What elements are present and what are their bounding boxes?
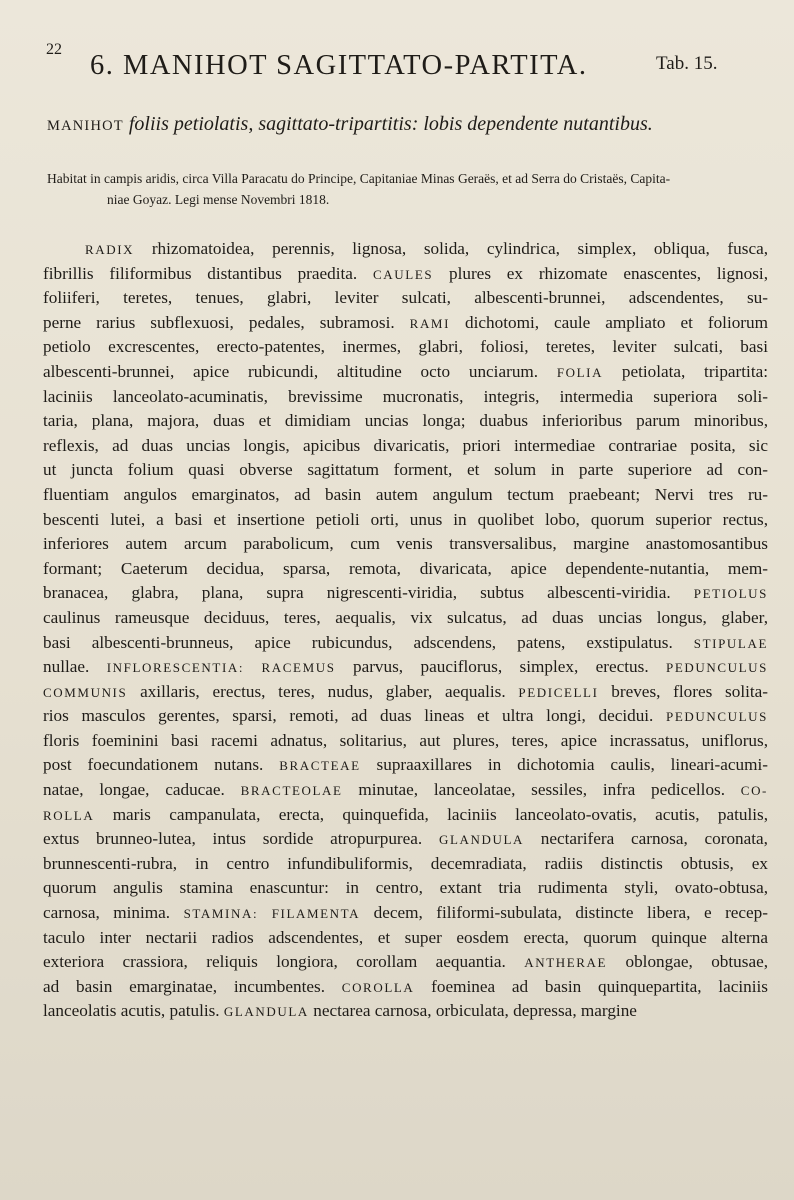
body-text-run: dichotomi, caule ampliato et foliorum — [450, 312, 768, 332]
body-line — [43, 335, 768, 360]
body-text-run: formant; Caeterum decidua, sparsa, remota, divaricata, apice dependente-nutantia, mem- — [43, 558, 768, 578]
body-line — [43, 409, 768, 434]
body-text-run: caulinus rameusque deciduus, teres, aequalis, vix sulcatus, ad duas uncias longus, glaber, — [43, 607, 768, 627]
habitat-line: niae Goyaz. Legi mense Novembri 1818. — [107, 192, 330, 207]
body-text-run: albescenti-brunnei, apice rubicundi, altitudine octo unciarum. — [43, 361, 557, 381]
body-line — [43, 557, 768, 582]
body-line — [43, 876, 768, 901]
body-line — [43, 483, 768, 508]
term-small-caps: RADIX — [85, 242, 135, 257]
body-text-run: petiolata, tripartita: — [603, 361, 769, 381]
term-small-caps: BRACTEAE — [279, 758, 361, 774]
body-text-run: lanceolatis acutis, patulis. — [43, 1001, 224, 1021]
term-small-caps: PEDUNCULUS — [666, 660, 769, 676]
body-text-run: exteriora crassiora, reliquis longiora, corollam aequantia. — [43, 952, 525, 972]
term-small-caps: FOLIA — [556, 364, 604, 380]
body-text-run: brunnescenti-rubra, in centro infundibuliformis, decemradiata, radiis distinctis obtusis, ex — [43, 853, 768, 873]
term-small-caps: GLANDULA — [438, 832, 524, 848]
body-text-run: ut juncta folium quasi obverse sagittatum forment, et solum in parte superiore ad con- — [43, 460, 768, 480]
body-text-run: nullae. — [43, 657, 107, 677]
body-line — [43, 729, 768, 754]
body-line — [43, 753, 768, 778]
body-line — [43, 926, 768, 951]
diagnosis-genus: MANIHOT — [47, 118, 124, 134]
body-text-run: basi albescenti-brunneus, apice rubicundus, adscendens, patens, exstipulatus. — [43, 632, 694, 652]
body-text-run: extus brunneo-lutea, intus sordide atropurpurea. — [43, 829, 439, 849]
body-text-run — [258, 903, 272, 922]
body-text-run: foeminea ad basin quinquepartita, laciniis — [414, 976, 768, 996]
body-line — [43, 385, 768, 410]
body-text-run: reflexis, ad duas uncias longis, apicibus divaricatis, priori intermediae contrariae posita, sic — [43, 435, 768, 455]
term-small-caps: CAULES — [373, 266, 434, 282]
body-line — [43, 311, 768, 336]
term-small-caps: GLANDULA — [223, 1004, 309, 1020]
body-line — [43, 901, 768, 926]
body-line — [43, 262, 768, 287]
body-text-run: axillaris, erectus, teres, nudus, glaber, aequalis. — [127, 681, 519, 701]
species-diagnosis — [47, 113, 653, 136]
body-line — [43, 237, 768, 262]
body-text-run: rhizomatoidea, perennis, lignosa, solida, cylindrica, simplex, obliqua, fusca, — [134, 239, 768, 258]
term-small-caps: CO- — [740, 783, 768, 799]
body-line — [43, 778, 768, 803]
term-small-caps: FILAMENTA — [271, 906, 361, 922]
body-text-run: breves, flores solita- — [598, 681, 769, 701]
term-small-caps: COMMUNIS — [43, 684, 128, 700]
term-small-caps: PEDICELLI — [518, 684, 599, 700]
term-small-caps: RACEMUS — [261, 660, 336, 676]
body-line — [43, 827, 768, 852]
term-small-caps: PEDUNCULUS — [666, 709, 768, 725]
body-text-run: taria, plana, majora, duas et dimidiam uncias longa; duabus inferioribus parum minoribus, — [43, 411, 768, 431]
body-line — [43, 532, 768, 557]
body-line — [43, 999, 768, 1024]
body-text-run: taculo inter nectarii radios adscendentes, et super eosdem erecta, quorum quinque alterna — [43, 927, 768, 947]
description-body — [43, 237, 768, 1024]
species-title: 6. MANIHOT SAGITTATO-PARTITA. — [90, 50, 588, 81]
body-text-run: laciniis lanceolato-acuminatis, brevissime mucronatis, integris, intermedia superiora soli- — [43, 386, 768, 406]
body-text-run: floris foeminini basi racemi adnatus, solitarius, aut plures, teres, apice incrassatus, uniflorus, — [43, 730, 768, 750]
title-row — [0, 46, 794, 86]
body-line — [43, 606, 768, 631]
body-text-run: quorum angulis stamina enascuntur: in centro, extant tria rudimenta styli, ovato-obtusa, — [43, 878, 768, 898]
body-line — [43, 680, 768, 705]
body-text-run: fibrillis filiformibus distantibus praedita. — [43, 263, 374, 283]
term-small-caps: COROLLA — [341, 979, 415, 995]
body-text-run: decem, filiformi-subulata, distincte libera, e recep- — [360, 903, 769, 923]
body-text-run: foliiferi, teretes, tenues, glabri, leviter sulcati, albescenti-brunnei, adscendentes, su- — [43, 288, 768, 308]
body-text-run: carnosa, minima. — [43, 903, 184, 923]
body-line — [43, 975, 768, 1000]
body-line — [43, 360, 768, 385]
body-text-run — [244, 657, 261, 676]
body-text-run: bescenti lutei, a basi et insertione petioli orti, unus in quolibet lobo, quorum superior rectus, — [43, 509, 768, 529]
term-small-caps: INFLORESCENTIA: — [106, 660, 245, 676]
body-text-run: rios masculos gerentes, sparsi, remoti, ad duas lineas et ultra longi, decidui. — [43, 706, 667, 726]
term-small-caps: STAMINA: — [183, 906, 259, 922]
body-text-run: inferiores autem arcum parabolicum, cum venis transversalibus, margine anastomosantibus — [43, 534, 768, 554]
habitat-line: Habitat in campis aridis, circa Villa Paracatu do Principe, Capitaniae Minas Geraës, et ad Serra do Cristaës, Capita- — [47, 171, 671, 186]
body-line — [43, 286, 768, 311]
body-line — [43, 803, 768, 828]
term-small-caps: ROLLA — [43, 807, 95, 823]
body-text-run: minutae, lanceolatae, sessiles, infra pedicellos. — [342, 780, 741, 800]
term-small-caps: ANTHERAE — [524, 955, 608, 971]
body-line — [43, 581, 768, 606]
habitat-note — [47, 168, 763, 210]
body-text-run: natae, longae, caducae. — [43, 780, 241, 800]
body-line — [43, 950, 768, 975]
diagnosis-text: foliis petiolatis, sagittato-tripartitis: lobis dependente nutantibus. — [128, 113, 653, 135]
body-text-run: supraaxillares in dichotomia caulis, lineari-acumi- — [360, 755, 769, 775]
body-text-run: post foecundationem nutans. — [43, 755, 280, 775]
term-small-caps: RAMI — [409, 315, 451, 331]
body-text-run: perne rarius subflexuosi, pedales, subramosi. — [43, 312, 410, 332]
body-line — [43, 508, 768, 533]
term-small-caps: PETIOLUS — [693, 586, 768, 602]
body-line — [43, 852, 768, 877]
body-line — [43, 704, 768, 729]
body-text-run: ad basin emarginatae, incumbentes. — [43, 976, 342, 996]
term-small-caps: BRACTEOLAE — [240, 783, 343, 799]
body-text-run: branacea, glabra, plana, supra nigrescenti-viridia, subtus albescenti-viridia. — [43, 583, 694, 603]
plate-reference: Tab. 15. — [656, 53, 718, 74]
term-small-caps: STIPULAE — [693, 635, 768, 651]
body-line — [43, 631, 768, 656]
body-line — [43, 434, 768, 459]
body-text-run: nectarifera carnosa, coronata, — [523, 829, 768, 849]
body-text-run: nectarea carnosa, orbiculata, depressa, margine — [308, 1001, 637, 1021]
body-text-run: oblongae, obtusae, — [607, 952, 768, 972]
body-text-run: parvus, pauciflorus, simplex, erectus. — [335, 657, 667, 677]
body-text-run: fluentiam angulos emarginatos, ad basin autem angulum tectum praebeant; Nervi tres ru- — [43, 484, 768, 504]
page-number: 22 — [46, 41, 62, 58]
body-line — [43, 655, 768, 680]
body-text-run: maris campanulata, erecta, quinquefida, laciniis lanceolato-ovatis, acutis, patulis, — [94, 804, 768, 824]
body-text-run: petiolo excrescentes, erecto-patentes, inermes, glabri, foliosi, teretes, leviter sulcati, basi — [43, 337, 768, 357]
body-text-run: plures ex rhizomate enascentes, lignosi, — [433, 263, 768, 283]
body-line — [43, 458, 768, 483]
